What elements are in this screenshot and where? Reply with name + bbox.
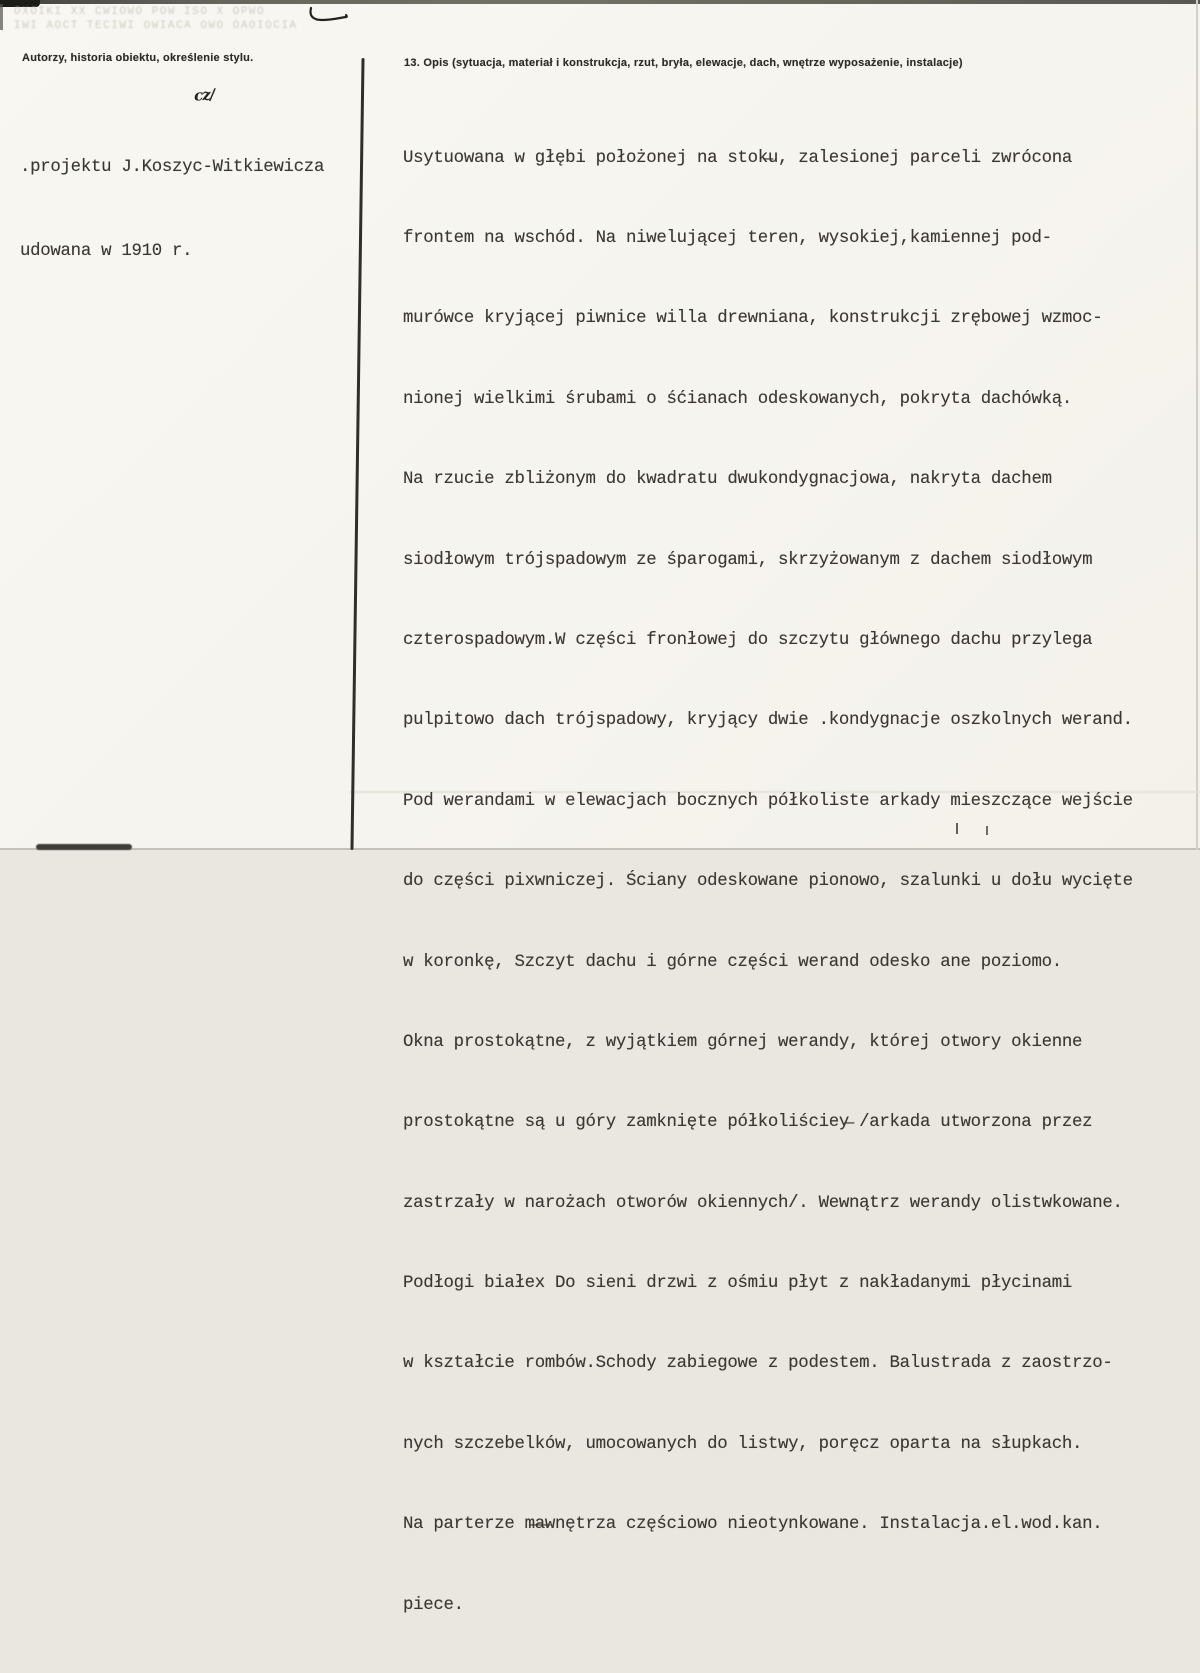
description-line: Pod werandami w elewacjach bocznych półkoliste arkady mieszczące wejście [403, 791, 1133, 811]
description-line: zastrzały w narożach otworów okiennych/. Wewnątrz werandy olistwkowane. [403, 1193, 1123, 1213]
description-line: prostokątne są u góry zamknięte półkoliściey̶ /arkada utworzona przez [403, 1113, 1093, 1133]
authors-history-entry [20, 98, 324, 322]
description-line: nionej wielkimi śrubami o śćianach odeskowanych, pokryta dachówką. [403, 389, 1072, 409]
handwritten-check-mark [308, 5, 350, 27]
bleedthrough-text [14, 5, 344, 33]
description-text-block [403, 92, 1133, 1673]
description-line: Okna prostokątne, z wyjątkiem górnej werandy, której otwory okienne [403, 1032, 1083, 1052]
left-field-label: Autorzy, historia obiektu, określenie stylu. [22, 52, 254, 64]
scan-left-edge-mark [0, 4, 3, 30]
description-field-label: 13. Opis (sytuacja, materiał i konstrukcja, rzut, bryła, elewacje, dach, wnętrze wyposażenie, instalacje) [404, 57, 963, 69]
authors-line: .projektu J.Koszyc-Witkiewicza [20, 158, 325, 177]
description-line: Usytuowana w głębi położonej na stok̶u, zalesionej parceli zwrócona [403, 148, 1072, 168]
description-line: piece. [403, 1595, 464, 1615]
description-line: Na parterze m̶a̶wnętrza częściowo nieotynkowane. Instalacja.el.wod.kan. [403, 1515, 1103, 1535]
description-line: w koronkę, Szczyt dachu i górne części werand odesko ane poziomo. [403, 952, 1062, 972]
paper-right-edge-line [1196, 0, 1198, 850]
description-line: frontem na wschód. Na niwelującej teren, wysokiej,kamiennej pod- [403, 228, 1052, 248]
description-line: siodłowym trójspadowym ze śparogami, skrzyżowanym z dachem siodłowym [403, 550, 1093, 570]
scan-top-edge-shadow [0, 0, 1200, 4]
authors-line: udowana w 1910 r. [20, 242, 193, 261]
bleedthrough-line: IWI AOCT TECIWI OWIACA OWO OAOIOCIA [14, 20, 298, 32]
description-line: Podłogi białex Do sieni drzwi z ośmiu płyt z nakładanymi płycinami [403, 1274, 1072, 1294]
description-line: murówce kryjącej piwnice willa drewniana, konstrukcji zrębowej wzmoc- [403, 309, 1103, 329]
ink-smudge-bottom-left [36, 844, 132, 850]
description-line: czterospadowym.W części fronłowej do szczytu głównego dachu przylega [403, 630, 1093, 650]
handwritten-correction: cz/ [193, 85, 215, 105]
description-line: do części pixwniczej. Ściany odeskowane pionowo, szalunki u dołu wycięte [403, 872, 1133, 892]
description-line: Na rzucie zbliżonym do kwadratu dwukondygnacjowa, nakryta dachem [403, 470, 1052, 490]
description-line: w kształcie rombów.Schody zabiegowe z podestem. Balustrada z zaostrzo- [403, 1354, 1113, 1374]
column-divider-line [350, 58, 364, 850]
bleedthrough-line: OXOIKI XX CWIOWO POW ISO X OPWO [14, 6, 266, 18]
description-line: pulpitowo dach trójspadowy, kryjący dwie .kondygnacje oszkolnych werand. [403, 711, 1133, 731]
description-line: nych szczebelków, umocowanych do listwy, poręcz oparta na słupkach. [403, 1434, 1083, 1454]
